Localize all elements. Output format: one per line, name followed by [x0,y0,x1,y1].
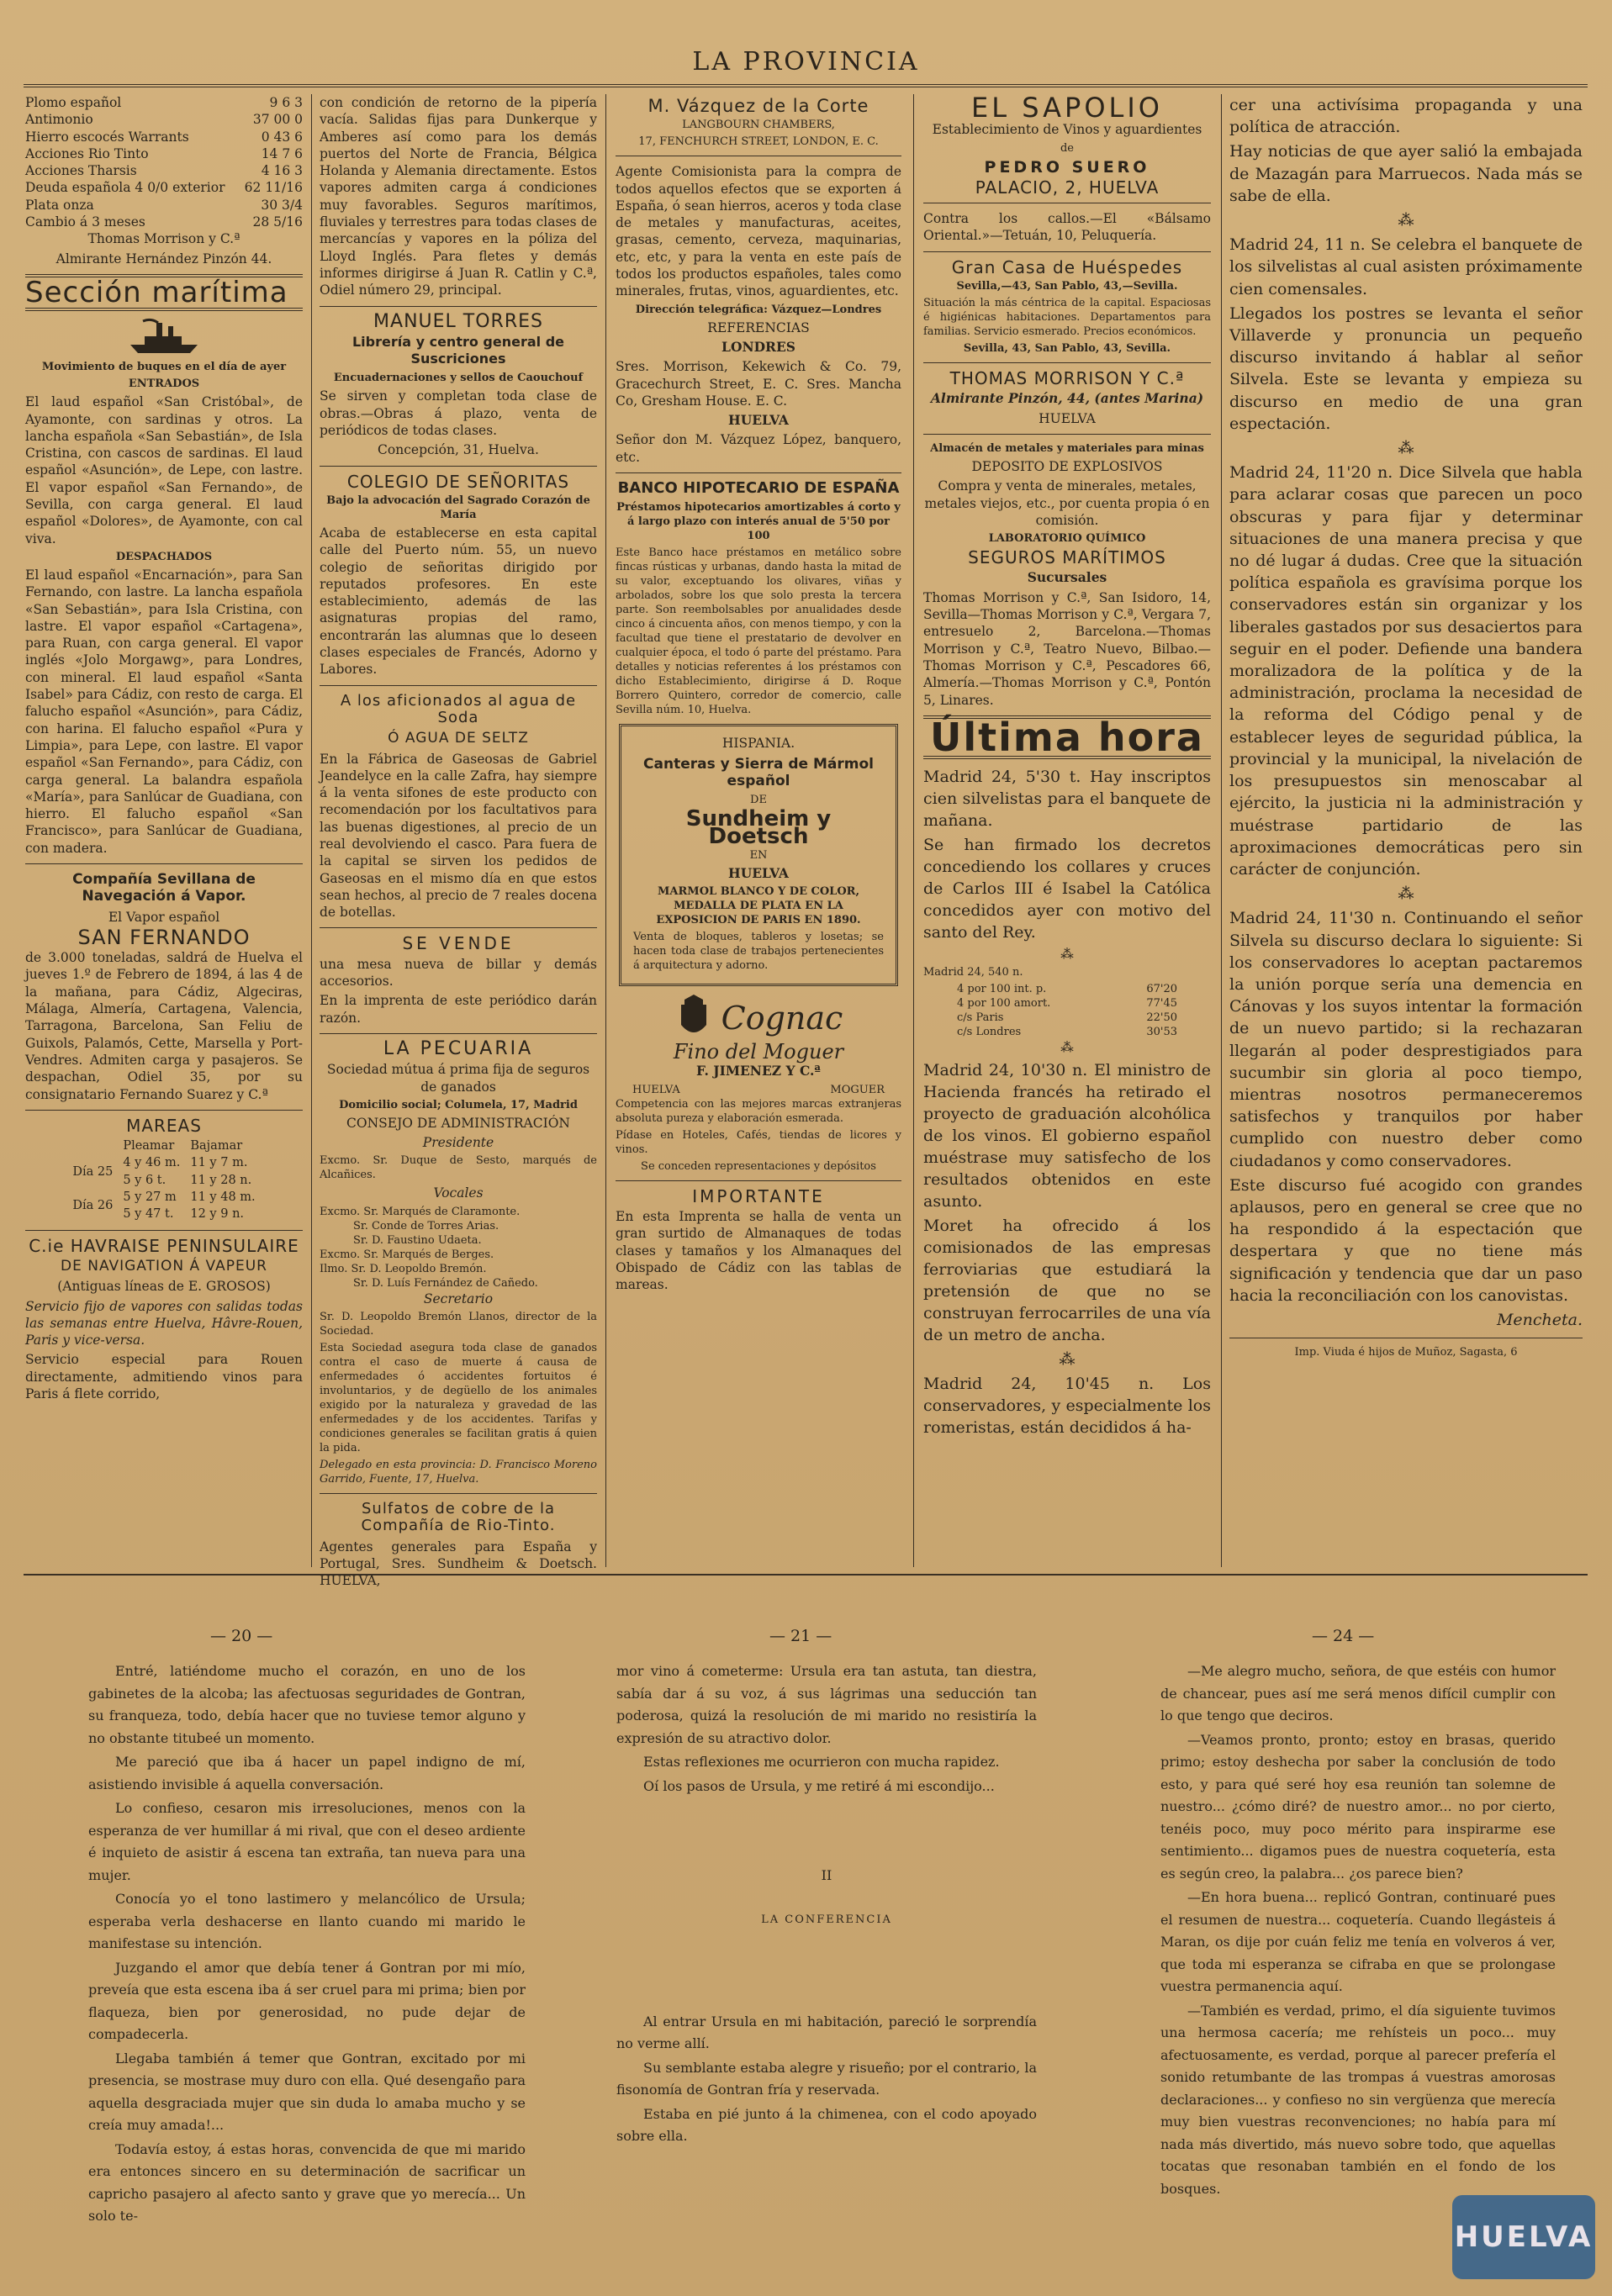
torres-sub: Librería y centro general de Suscriciones [351,333,565,367]
folletin-column-2 [616,1660,1037,2150]
chapter-number: II [821,1867,832,1883]
vocal: Ilmo. Sr. D. Leopoldo Bremón. [320,1262,487,1275]
marmol-sub: MARMOL BLANCO Y DE COLOR, MEDALLA DE PLATA EN LA EXPOSICION DE PARIS EN 1890. [656,885,861,927]
quotes-list [25,94,303,230]
cognac-text: Competencia con las mejores marcas extranjeras absoluta pureza y elaboración esmerada. [616,1097,901,1125]
quotes-address: Almirante Hernández Pinzón 44. [55,251,272,267]
vocal: Sr. D. Faustino Udaeta. [353,1233,482,1247]
movement-title: Movimiento de buques en el día de ayer [41,361,287,374]
column-rule [605,94,606,1567]
laboratorio: LABORATORIO QUÍMICO [988,532,1146,546]
quote-row: Plata onza 30 3/4 [25,197,303,213]
folletin-paragraph: Estaba en pié junto á la chimenea, con el codo apoyado sobre ella. [616,2105,1037,2144]
signature: Mencheta. [1496,1310,1583,1329]
vapor-text: de 3.000 toneladas, saldrá de Huelva el jueves 1.º de Febrero de 1894, á las 4 de la mañana, para Cádiz, Algeciras, Málaga, Almería, Cartagena, Valencia, Tarragona, Barcelona, San Feliu de Guixols, Palamós, Cette, Marsella y Port-Vendres. Admiten carga y pasajeros. Se despachan, Odiel 35, por su consignatario Fernando Suarez y C.ª [25,950,303,1102]
folletin-paragraph: mor vino á cometerme: Ursula era tan astuta, tan diestra, sabía dar á su voz, á sus lágrimas una seducción tan poderosa, quizá la resolución de mi marido no resistiría la expresión de su atractivo dolor. [616,1663,1037,1746]
torres-address: Concepción, 31, Huelva. [378,442,539,458]
despachados-text: El laud español «Encarnación», para San Fernando, con lastre. La lancha española «San Sebastián», para Isla Cristina, con lastre. El vapor español «Cartagena», para Ruan, con carga general. El vapor inglés «Jolo Morgawg», para Londres, con mineral. El laud español «Santa Isabel» para Cádiz, con resto de carga. El falucho español «Asunción», para Cádiz, con harina. El falucho español «Pura y Limpia», para Lepe, con lastre. El vapor español «San Fernando», para Cádiz, con carga general. La balandra española «María», para Sanlúcar de Guadiana, con hierro. El falucho español «San Francisco», para Sanlúcar de Guadiana, con madera. [25,567,303,856]
divider [320,685,597,686]
quote-row: Acciones Rio Tinto 14 7 6 [25,145,303,161]
sapolio-sub: Establecimiento de Vinos y aguardientes [932,122,1202,138]
fino-moguer: Fino del Moguer [673,1040,844,1064]
divider [320,1493,597,1494]
folletin-paragraph: —Veamos pronto, pronto; estoy en brasas, querido primo; estoy deshecha por saber la conclusión de todo esto, y para qué seré hoy esa reunión tan solemne de nuestro... ¿cómo diré? de nuestro amor... no por cierto, tenéis poco, muy poco mérito para inspirarme ese sentimiento... digamos pues de nuestra coquetería, esta es según creo, la palabra... ¿os parece bien? [1160,1731,1556,1882]
dinkus: ⁂ [1059,1349,1076,1369]
colegio-sub: Bajo la advocación del Sagrado Corazón de María [326,494,590,521]
gran-casa: Gran Casa de Huéspedes [951,256,1183,277]
quote-row: Plomo español 9 6 3 [25,95,303,110]
vende-text: una mesa nueva de billar y demás accesorios. [320,956,597,990]
news-item: Este discurso fué acogido con grandes aplausos, pero en general se cree que no ha respondido á la espectación que despertara y que no tiene más significación y tendencia que dar un paso hacia la reconciliación con los canovistas. [1229,1175,1583,1305]
ultima-hora-title: Última hora [930,714,1204,760]
morrison-huelva: HUELVA [1039,410,1096,426]
compania-title: Compañía Sevillana de Navegación á Vapor. [72,870,256,905]
bolsa-row: 4 por 100 int. p. 67'20 [957,983,1177,996]
column-4 [923,94,1211,1441]
marmol-ad [619,724,898,986]
banco-title: BANCO HIPOTECARIO DE ESPAÑA [617,479,900,498]
tides-header: Pleamar Bajamar [123,1139,243,1153]
folletin-column-1 [88,1660,526,2230]
colegio-text: Acaba de establecerse en esta capital calle del Puerto núm. 55, un nuevo colegio de señoritas dirigido por reputados profesores. En este establecimiento, además de las asignaturas propias del ramo, encontrarán las alumnas que lo deseen clases especiales de Francés, Adorno y Labores. [320,525,597,678]
quote-row: Cambio á 3 meses 28 5/16 [25,214,303,230]
folletin-paragraph: Todavía estoy, á estas horas, convencida de que mi marido era entonces sincero en su determinación de sacrificar un capricho pasajero al afecto santo y grave que yo merecía... Un solo te- [88,2140,526,2224]
folletin-paragraph: —En hora buena... replicó Gontran, continuaré pues el resumen de nuestra... coquetería. Cuando llegásteis á Maran, os dije por cuán feliz me tenía en volveros á ver, que toda mi esperanza se cifraba en que se prolongase vuestra permanencia aquí. [1160,1889,1556,1994]
vazquez-title: M. Vázquez de la Corte [647,96,869,116]
havraise-text: Servicio fijo de vapores con salidas todas las semanas entre Huelva, Hâvre-Rouen, Paris y vice-versa. [25,1298,303,1349]
coat-of-arms-icon [674,993,713,1043]
quote-row: Hierro escocés Warrants 0 43 6 [25,129,303,145]
pedro-suero: PEDRO SUERO [984,157,1150,177]
sapolio-title: EL SAPOLIO [971,92,1163,124]
hispania: HISPANIA. [721,736,795,752]
news-item: Madrid 24, 10'45 n. Los conservadores, y especialmente los romeristas, están decididos á ha- [923,1374,1211,1437]
news-item: Madrid 24, 11 n. Se celebra el banquete de los silvelistas al cual asisten próximamente cien comensales. [1229,235,1583,298]
news-item: Hay noticias de que ayer salió la embajada de Mazagán para Marruecos. Nada más se sabe de ella. [1229,142,1583,205]
pecuaria-title: LA PECUARIA [383,1037,534,1059]
column-1 [25,94,303,1405]
bolsa-title: Madrid 24, 540 n. [923,966,1023,979]
table-row: Día 26 5 y 27 m 5 y 47 t. 11 y 48 m. 12 y 9 n. [72,1190,256,1222]
morrison-addr: Almirante Pinzón, 44, (antes Marina) [930,390,1204,407]
column-5 [1229,94,1583,1362]
telegraf: Dirección telegráfica: Vázquez—Londres [635,303,882,316]
pecuaria-text: Esta Sociedad asegura toda clase de ganados contra el caso de muerte á causa de enfermedades ó accidentes fortuitos é involuntarios, y de degüello de los animales exigido por la naturaleza y gravedad de las enfermedades y de los accidentes. Tarifas y condiciones generales se facilitan gratis á quien la pida. [320,1342,597,1455]
vende-text2: En la imprenta de este periódico darán razón. [320,993,597,1026]
news-item: Madrid 24, 5'30 t. Hay inscriptos cien silvelistas para el banquete de mañana. [923,768,1211,831]
news-item: Madrid 24, 10'30 n. El ministro de Hacienda francés ha retirado el proyecto de graduación alcohólica de los vinos. El gobierno español muéstrase muy satisfecho de los resultados obtenidos en este asunto. [923,1060,1211,1211]
folletin-paragraph: Llegaba también á temer que Gontran, excitado por mi presencia, se mostrase muy duro con ella. Qué desengaño para aquella desgraciada mujer que sin duda lo amaba mucho y se creía muy amada!... [88,2050,526,2133]
vocales-label: Vocales [433,1185,484,1201]
entradas-title: ENTRADOS [128,377,200,391]
presidente: Excmo. Sr. Duque de Sesto, marqués de Alcañices. [320,1154,597,1182]
divider [320,1033,597,1034]
jimenez: F. JIMENEZ Y C.ª [696,1063,821,1079]
folletin-paragraph: —Me alegro mucho, señora, de que estéis con humor de chancear, pues así me será menos difícil cumplir con lo que tengo que deciros. [1160,1663,1556,1723]
cognac-logo [616,993,901,1043]
chapter-title: LA CONFERENCIA [761,1913,892,1926]
vocal: Sr. D. Luís Fernández de Cañedo. [353,1276,538,1290]
consejo-title: CONSEJO DE ADMINISTRACIÓN [346,1115,570,1131]
cognac-places: HUELVA MOGUER [632,1083,885,1096]
column-3 [616,94,901,1296]
cognac-text3: Se conceden representaciones y depósitos [641,1159,876,1173]
almacen: Almacén de metales y materiales para minas [930,441,1204,455]
marmol-de: DE [750,794,767,807]
torres-title: MANUEL TORRES [373,310,543,332]
gran-casa-addr: Sevilla,—43, San Pablo, 43,—Sevilla. [956,280,1178,293]
news-item: Madrid 24, 11'20 n. Dice Silvela que habla para aclarar cosas que parecen un poco obscuras y para fijar y determinar situaciones de una manera precisa y que no dé lugar á dudas. Cree que la situación política española es gravísima porque los conservadores están sin organizar y los liberales gastados por sus desaciertos para seguir en el poder. Defiende una bandera moralizadora de la política y de la administración, proclama la necesidad de la reforma del Código penal y de establecer leyes de seguridad pública, la provincial y la municipal, la nivelación de los presupuestos sin menoscabar al ejército, la justicia ni la administración y muéstrase partidario de las aproximaciones democráticas pero sin carácter de conjunción. [1229,463,1583,879]
top-rule [24,84,1588,87]
dinkus: ⁂ [1060,947,1074,963]
gran-casa-text: Situación la más céntrica de la capital. Espaciosas é higiénicas habitaciones. Departamentos para familias. Servicio esmerado. Precios económicos. [923,297,1211,339]
divider [25,1230,303,1231]
news-block [923,1059,1211,1438]
folletin-paragraph: Lo confieso, cesaron mis irresoluciones, menos con la esperanza de ver humillar á mi rival, que con el deseo ardiente é inquieto de asistir á escena tan extraña, tan nueva para una mujer. [88,1800,526,1883]
sulfatos-text: Agentes generales para España y Portugal, Sres. Sundheim & Doetsch. HUELVA, [320,1539,597,1589]
havraise-sub2: (Antiguas líneas de E. GROSOS) [57,1279,271,1295]
news-block [923,766,1211,943]
folletin-paragraph: Al entrar Ursula en mi habitación, pareció le sorprendía no verme allí. [616,2013,1037,2051]
quote-row: Acciones Tharsis 4 16 3 [25,163,303,179]
sucursales: Sucursales [1027,569,1107,586]
morrison-title: THOMAS MORRISON Y C.ª [949,368,1185,389]
dinkus: ⁂ [1398,439,1414,458]
masthead: LA PROVINCIA [692,47,920,77]
banco-text: Este Banco hace préstamos en metálico sobre fincas rústicas y urbanas, dando hasta la mitad de su valor, exceptuando los olivares, viñas y arbolados, sobre los que solo presta la tercera parte. Son reembolsables por anualidades desde cinco á cincuenta años, con menos tiempo, y con la facultad que tiene el prestatario de devolver en cualquier época, el todo ó parte del préstamo. Para detalles y noticias referentes á los préstamos con dicho Establecimiento, dirigirse á D. Roque Borrero Quintero, corredor de comercio, calle Sevilla núm. 10, Huelva. [616,546,901,717]
folletin-paragraph: Entré, latiéndome mucho el corazón, en uno de los gabinetes de la alcoba; las afectuosas seguridades de Gontran, su franqueza, todo, debía hacer que no tuviese temor alguno y no obstante titubeé un momento. [88,1663,526,1746]
vazquez-addr1: LANGBOURN CHAMBERS, [682,119,835,132]
archive-stamp: HUELVA [1452,2195,1595,2279]
torres-sub2: Encuadernaciones y sellos de Caouchouf [333,372,584,385]
divider [25,1110,303,1111]
cognac-text2: Pídase en Hoteles, Cafés, tiendas de licores y vinos. [616,1128,901,1156]
folletin-paragraph: Oí los pasos de Ursula, y me retiré á mi escondijo... [643,1777,995,1794]
steamship-icon [126,318,202,356]
refs-huelva: HUELVA [728,412,789,429]
londres: LONDRES [721,338,795,355]
imprenta: Imp. Viuda é hijos de Muñoz, Sagasta, 6 [1294,1346,1518,1359]
secretario-label: Secretario [423,1291,494,1306]
bolsa-list [923,982,1211,1039]
column-rule [1221,94,1222,1567]
sapolio-de: de [1060,141,1074,155]
mareas-title: MAREAS [126,1115,202,1136]
marmol-text: Venta de bloques, tableros y losetas; se hacen toda clase de trabajos pertenecientes á arquitectura y adorno. [633,931,884,973]
column-rule [311,94,312,1567]
havraise-sub: DE NAVIGATION Á VAPEUR [61,1257,267,1275]
column-2 [320,94,597,1592]
dinkus: ⁂ [1060,1040,1074,1056]
marmol-huelva: HUELVA [728,864,789,881]
tides-table [67,1137,260,1222]
torres-text: Se sirven y completan toda clase de obras.—Obras á plazo, venta de periódicos de todas clases. [320,388,597,439]
folletin-paragraph: Estas reflexiones me ocurrieron con mucha rapidez. [643,1754,1000,1770]
table-row: Día 25 4 y 46 m. 5 y 6 t. 11 y 7 m. 11 y 28 n. [72,1156,252,1187]
bolsa-row: c/s Paris 22'50 [957,1011,1177,1025]
news-item: Moret ha ofrecido á los comisionados de las empresas ferroviarias que estudiará la pretensión de que no se construyan ferrocarriles de una vía de un metro de ancha. [923,1216,1211,1344]
marmol-title: Canteras y Sierra de Mármol español [643,755,874,789]
vazquez-text: Agente Comisionista para la compra de todos aquellos efectos que se exporten á España, ó sean hierros, aceros y toda clase de metales y manufacturas, aceites, grasas, cemento, cerveza, maquinarias, etc, etc, y para la venta en este país de todos los productos españoles, tales como minerales, frutas, vinos, aguardientes, etc. [616,164,901,299]
soda-sub: Ó AGUA DE SELTZ [388,730,529,747]
bolsa-row: 4 por 100 amort. 77'45 [957,997,1177,1011]
divider [25,863,303,864]
entradas-text: El laud español «San Cristóbal», de Ayamonte, con sardinas y otros. La lancha española «San Sebastián», de Isla Cristina, con cascos de sardinas. El laud español «Asunción», de Lepe, con lastre. El vapor español «San Fernando», de Sevilla, con carga general. El laud español «Dolores», de Ayamonte, con cal viva. [25,394,303,546]
news-item: Se han firmado los decretos concediendo los collares y cruces de Carlos III é Isabel la Católica concedidos ayer con motivo del santo del Rey. [923,836,1211,942]
folletin-column-3 [1160,1660,1556,2202]
gran-casa-addr2: Sevilla, 43, San Pablo, 43, Sevilla. [963,342,1171,356]
vazquez-addr2: 17, FENCHURCH STREET, LONDON, E. C. [638,135,879,149]
sucursales-text: Thomas Morrison y C.ª, San Isidoro, 14, Sevilla—Thomas Morrison y C.ª, Vergara 7, entresuelo 2, Barcelona.—Thomas Morrison y C.ª, Teatro Nuevo, Bilbao.—Thomas Morrison y C.ª, Pescadores 66, Almería.—Thomas Morrison y C.ª, Pontón 5, Linares. [923,589,1211,708]
refs-text2: Señor don M. Vázquez López, banquero, etc. [616,432,901,465]
cognac-word: Cognac [721,999,843,1037]
page-number: — 24 — [1312,1627,1375,1645]
soda-text: En la Fábrica de Gaseosas de Gabriel Jeandelyce en la calle Zafra, hay siempre á la venta sifones de este producto con recomendación por los facultativos para las buenas digestiones, al precio de un real devolviendo el casco. Para fuera de la capital se sirven los pedidos de Gaseosas en el mismo día en que estos sean hechos, al precio de 7 reales docena de botellas. [320,751,597,921]
news-item: Llegados los postres se levanta el señor Villaverde y pronuncia un pequeño discurso invitando á hablar al señor Silvela. Este se levanta y empieza su discurso en medio de una gran espectación. [1229,303,1583,433]
divider [923,434,1211,435]
vocal: Sr. Conde de Torres Arias. [353,1219,499,1232]
page-number: — 20 — [210,1627,273,1645]
importante-text: En esta Imprenta se halla de venta un gran surtido de Almanaques de todas clases y tamaños y los Almanaques del Obispado de Cádiz con las tablas de mareas. [616,1209,901,1293]
pecuaria-sub: Sociedad mútua á prima fija de seguros de ganados [326,1062,590,1095]
sundheim: Sundheim y Doetsch [685,806,832,849]
vapor-label: El Vapor español [108,909,220,925]
quote-row: Deuda española 4 0/0 exterior 62 11/16 [25,180,303,196]
divider [923,362,1211,363]
top-text: con condición de retorno de la pipería vacía. Salidas fijas para Dunkerque y Amberes así como para los demás puertos del Norte de Francia, Bélgica Holanda y Alemania directamente. Estos vapores admiten carga á condiciones muy favorables. Seguros marítimos, fluviales y terrestres para todas clases de mercancías y vapores en la póliza del Lloyd Inglés. Para fletes y demás informes dirigirse á Juan R. Catlin y C.ª, Odiel número 29, principal. [320,95,597,298]
compra: Compra y venta de minerales, metales, metales viejos, etc., por cuenta propia ó en comisión. [924,478,1210,528]
sulfatos-title: Sulfatos de cobre de la Compañía de Rio-Tinto. [361,1500,556,1535]
news-item: cer una activísima propaganda y una política de atracción. [1229,96,1583,137]
folletin-paragraph: Su semblante estaba alegre y risueño; por el contrario, la fisonomía de Gontran fría y reservada. [616,2059,1037,2098]
section-title: Sección marítima [25,275,288,309]
marmol-en: EN [749,848,768,862]
quotes-signature: Thomas Morrison y C.ª [87,231,240,247]
presidente-label: Presidente [422,1135,494,1151]
dinkus: ⁂ [1398,211,1414,230]
deposito: DEPOSITO DE EXPLOSIVOS [971,458,1163,474]
delegado: Delegado en esta provincia: D. Francisco Moreno Garrido, Fuente, 17, Huelva. [320,1459,597,1486]
palacio: PALACIO, 2, HUELVA [975,177,1160,198]
page-number: — 21 — [769,1627,832,1645]
divider [616,1180,901,1181]
vocal: Excmo. Sr. Marqués de Claramonte. [320,1205,521,1218]
colegio-title: COLEGIO DE SEÑORITAS [346,471,570,492]
dinkus: ⁂ [1398,884,1414,904]
pecuaria-domicilio: Domicilio social; Columela, 17, Madrid [339,1098,578,1111]
refs-text: Sres. Morrison, Kekewich & Co. 79, Gracechurch Street, E. C. Sres. Mancha Co, Gresham House. E. C. [616,359,901,409]
callos: Contra los callos.—El «Bálsamo Oriental.»—Tetuán, 10, Peluquería. [923,211,1211,244]
column-rule [913,94,914,1567]
despachados-title: DESPACHADOS [115,550,213,563]
vapor-name: SAN FERNANDO [77,925,251,949]
vende-title: SE VENDE [402,933,515,954]
divider [320,466,597,467]
importante-title: IMPORTANTE [692,1185,825,1206]
havraise-text2: Servicio especial para Rouen directamente, admitiendo vinos para Paris á flete corrido, [25,1352,303,1401]
divider [320,927,597,928]
seguros: SEGUROS MARÍTIMOS [968,547,1166,568]
folletin-paragraph: Conocía yo el tono lastimero y melancólico de Ursula; esperaba verla deshacerse en llanto cuando mi marido le manifestase su intención. [88,1891,526,1951]
divider [320,306,597,307]
refs-title: REFERENCIAS [707,319,810,335]
havraise-title: C.ie HAVRAISE PENINSULAIRE [29,1235,299,1256]
banco-sub: Préstamos hipotecarios amortizables á corto y á largo plazo con interés anual de 5'50 por 100 [616,501,901,543]
divider [923,251,1211,252]
fold-rule [24,1574,1588,1576]
bolsa-row: c/s Londres 30'53 [957,1026,1177,1039]
news-item: Madrid 24, 11'30 n. Continuando el señor Silvela su discurso declara lo siguiente: Si los conservadores lo aceptan pactaremos la unión porque sería una demencia en Cánovas y los suyos intentar la formación de un nuevo partido; si la rechazaran llegarán al poder desprestigiados para sucumbir sin gloria al poco tiempo, mientras nosotros permaneceremos satisfechos y tranquilos por haber cumplido con nuestro deber como ciudadanos y como conservadores. [1229,909,1583,1170]
divider [616,472,901,473]
secretario: Sr. D. Leopoldo Bremón Llanos, director de la Sociedad. [320,1311,597,1338]
soda-title: A los aficionados al agua de Soda [340,691,577,726]
folletin-paragraph: Juzgando el amor que debía tener á Gontran por mi mío, preveía que esta escena iba á ser cruel para mi prima; bien por flaqueza, bien por generosidad, no pude dejar de compadecerla. [88,1959,526,2042]
quote-row: Antimonio 37 00 0 [25,112,303,128]
folletin-paragraph: —También es verdad, primo, el día siguiente tuvimos una hermosa cacería; me rehísteis un poco... muy afectuosamente, es verdad, porque al parecer prefería el sonido retumbante de las trompas á vuestras amorosas declaraciones... y confieso no sin vergüenza que merecía muy bien vuestras reconvenciones; no había para mí nada más divertido, más nuevo sobre todo, que aquellas tocatas que resonaban también en el fondo de los bosques. [1160,2002,1556,2197]
folletin-paragraph: Me pareció que iba á hacer un papel indigno de mí, asistiendo invisible á aquella conversación. [88,1754,526,1792]
vocal: Excmo. Sr. Marqués de Berges. [320,1248,494,1261]
